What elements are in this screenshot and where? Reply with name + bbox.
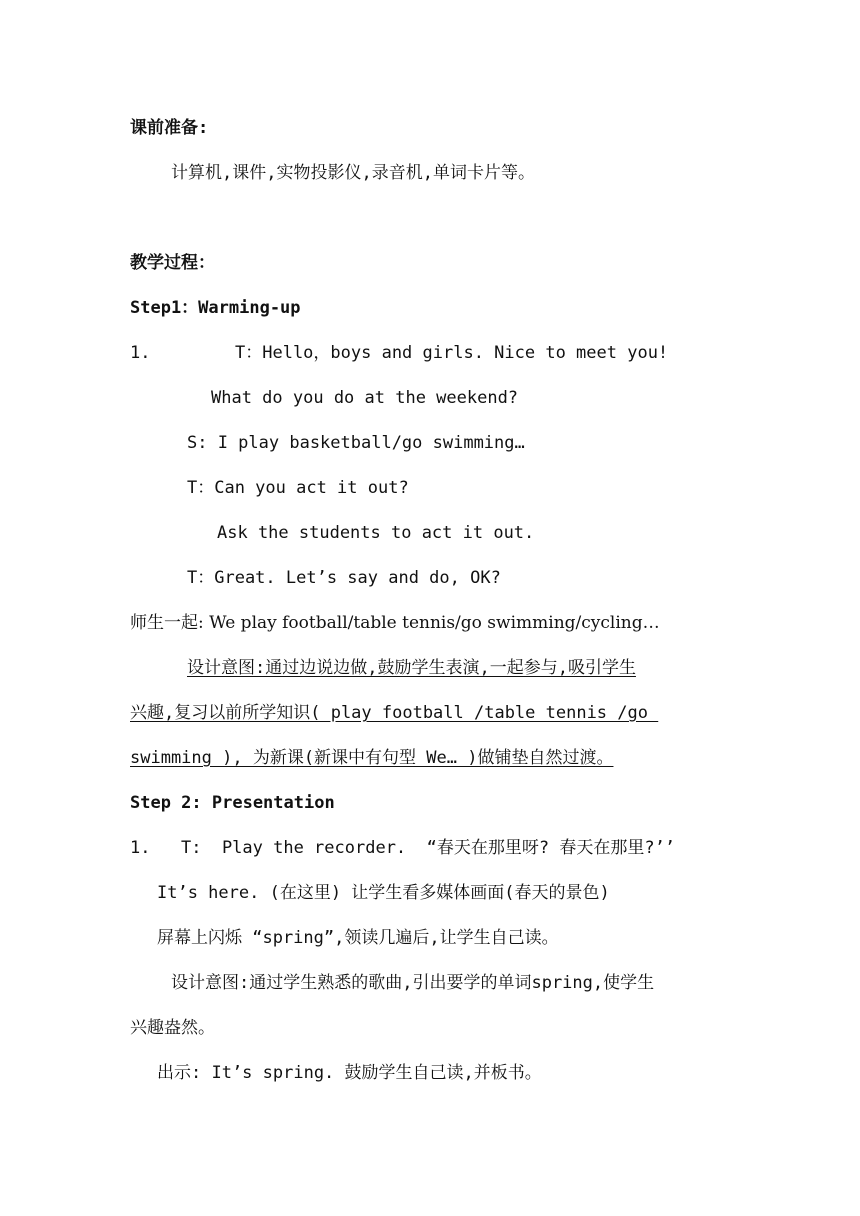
step1-line-3: S: I play basketball/go swimming…	[187, 433, 525, 453]
step2-line-1: T: Play the recorder. “春天在那里呀? 春天在那里?’’	[181, 838, 676, 858]
step2-title: Step 2: Presentation	[130, 793, 335, 813]
step1-line-1: T：Hello，boys and girls. Nice to meet you!	[235, 343, 669, 363]
step1-line-5: Ask the students to act it out.	[217, 523, 535, 543]
step2-show: 出示: It’s spring. 鼓励学生自己读,并板书。	[157, 1063, 542, 1083]
step1-title: Step1：Warming-up	[130, 298, 301, 318]
step1-line-2: What do you do at the weekend?	[211, 388, 519, 408]
prep-heading: 课前准备:	[130, 118, 209, 138]
process-heading: 教学过程：	[130, 253, 215, 273]
prep-materials: 计算机,课件,实物投影仪,录音机,单词卡片等。	[171, 163, 535, 183]
step1-line-4: T：Can you act it out?	[187, 478, 409, 498]
step2-line-3: 屏幕上闪烁 “spring”,领读几遍后,让学生自己读。	[157, 928, 559, 948]
step1-number: 1.	[130, 343, 151, 363]
step1-design-1: 设计意图:通过边说边做,鼓励学生表演,一起参与,吸引学生	[187, 658, 636, 678]
step2-design-1: 设计意图:通过学生熟悉的歌曲,引出要学的单词spring,使学生	[171, 973, 655, 993]
step2-line-2: It’s here. (在这里) 让学生看多媒体画面(春天的景色)	[157, 883, 610, 903]
step1-design-3: swimming ), 为新课(新课中有句型 We… )做铺垫自然过渡。	[130, 748, 614, 768]
step1-line-6: T：Great. Let’s say and do, OK?	[187, 568, 501, 588]
step2-number: 1.	[130, 838, 151, 858]
step1-together: 师生一起: We play football/table tennis/go swimming/cycling…	[130, 613, 660, 633]
step2-design-2: 兴趣盎然。	[130, 1018, 215, 1038]
step1-design-2: 兴趣,复习以前所学知识( play football /table tennis /go	[130, 703, 659, 723]
